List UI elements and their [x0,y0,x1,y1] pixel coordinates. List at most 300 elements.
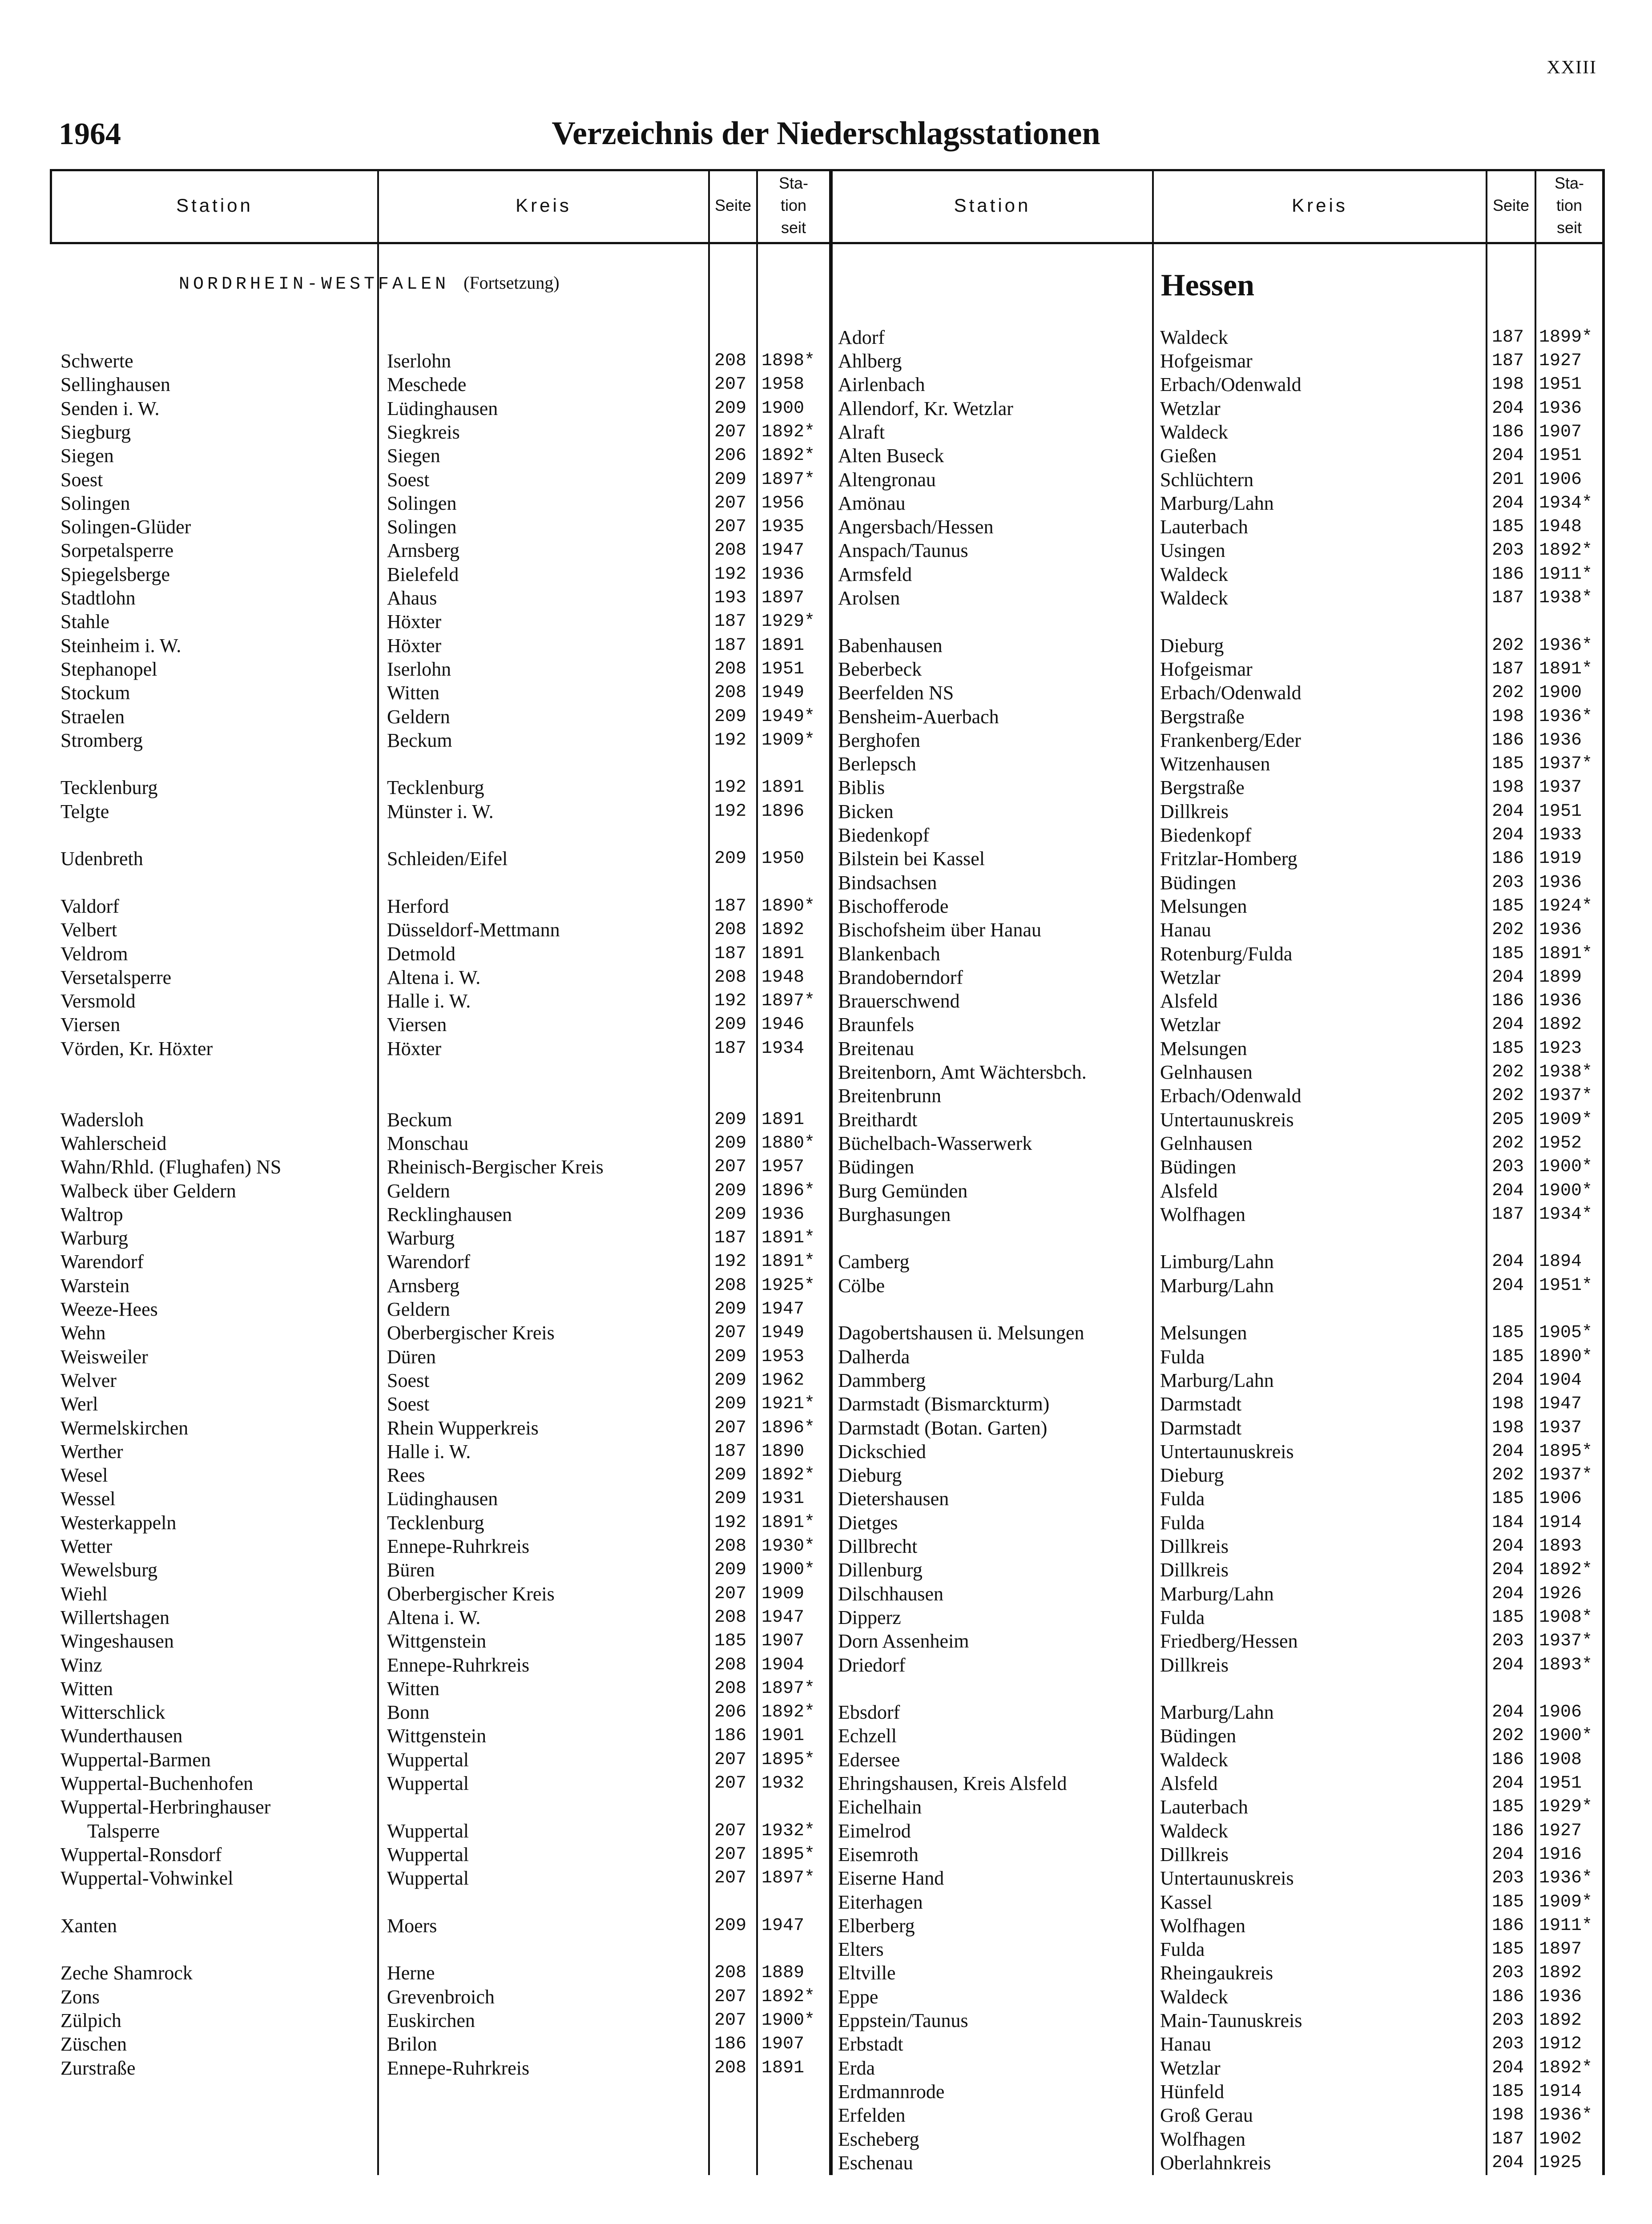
seite-cell: 209 [714,1180,747,1201]
seite-cell: 208 [714,351,747,371]
table-row [50,468,1605,492]
table-row [50,752,1605,776]
kreis-cell: Düren [387,1346,436,1368]
station-seit-cell: 1904 [762,1655,805,1675]
seite-cell: 209 [714,1299,747,1319]
station-seit-cell: 1902 [1539,2129,1582,2149]
station-seit-cell: 1951 [1539,375,1582,395]
station-cell: Berlepsch [838,753,916,775]
kreis-cell: Main-Taunuskreis [1160,2010,1302,2031]
station-cell: Driedorf [838,1654,906,1676]
kreis-cell: Herne [387,1962,435,1984]
kreis-cell: Monschau [387,1132,469,1154]
kreis-cell: Warburg [387,1227,455,1249]
table-row [50,1772,1605,1795]
seite-cell: 202 [1492,1133,1524,1153]
seite-cell: 208 [714,659,747,679]
seite-cell: 192 [714,1252,747,1272]
seite-cell: 209 [714,1394,747,1414]
kreis-cell: Meschede [387,374,467,396]
table-row [50,397,1605,420]
kreis-cell: Bonn [387,1701,430,1724]
seite-cell: 192 [714,730,747,750]
table-row [50,1724,1605,1748]
table-row [50,1060,1605,1084]
kreis-cell: Frankenberg/Eder [1160,729,1301,751]
seite-cell: 204 [1492,493,1524,513]
seite-cell: 209 [714,469,747,490]
header-station-left: Station [176,195,253,216]
seite-cell: 204 [1492,1773,1524,1793]
seite-cell: 208 [714,1678,747,1699]
station-seit-cell: 1956 [762,493,805,513]
station-cell: Blankenbach [838,943,940,965]
station-cell: Büchelbach-Wasserwerk [838,1132,1032,1154]
seite-cell: 203 [1492,1631,1524,1652]
station-seit-cell: 1936 [1539,920,1582,940]
station-cell: Solingen-Glüder [60,516,191,538]
kreis-cell: Soest [387,1369,430,1391]
station-seit-cell: 1893* [1539,1655,1593,1675]
station-seit-cell: 1912 [1539,2034,1582,2055]
station-cell: Ahlberg [838,350,902,372]
station-cell: Biblis [838,777,885,799]
station-seit-cell: 1892* [762,1986,815,2007]
seite-cell: 209 [714,1346,747,1367]
table-row [50,1108,1605,1132]
seite-cell: 209 [714,1370,747,1390]
seite-cell: 209 [714,1465,747,1486]
station-seit-cell: 1907 [762,1631,805,1652]
kreis-cell: Fulda [1160,1938,1205,1961]
seite-cell: 207 [714,1157,747,1177]
table-row [50,847,1605,870]
table-row [50,1938,1605,1961]
seite-cell: 204 [1492,2058,1524,2078]
table-row [50,966,1605,989]
station-cell: Warstein [60,1274,130,1297]
station-cell: Elters [838,1938,884,1961]
table-row [50,1392,1605,1416]
seite-cell: 204 [1492,1844,1524,1865]
kreis-cell: Hofgeismar [1160,350,1253,372]
station-cell: Weisweiler [60,1346,148,1368]
station-seit-cell: 1927 [1539,1821,1582,1841]
station-seit-cell: 1926 [1539,1583,1582,1604]
kreis-cell: Soest [387,468,430,491]
seite-cell: 187 [1492,351,1524,371]
kreis-cell: Hanau [1160,2033,1211,2055]
kreis-cell: Wittgenstein [387,1725,487,1747]
kreis-cell: Siegen [387,445,440,467]
kreis-cell: Höxter [387,634,442,657]
kreis-cell: Altena i. W. [387,966,481,988]
seite-cell: 192 [714,778,747,798]
table-row [50,1582,1605,1606]
station-cell: Eiterhagen [838,1891,923,1913]
kreis-cell: Fritzlar-Homberg [1160,848,1297,870]
seite-cell: 185 [1492,1489,1524,1509]
seite-cell: 209 [714,1133,747,1153]
kreis-cell: Geldern [387,1180,450,1202]
kreis-cell: Solingen [387,492,457,514]
station-cell: Zons [60,1986,100,2008]
station-seit-cell: 1899 [1539,967,1582,987]
station-seit-cell: 1916 [1539,1844,1582,1865]
station-cell: Stahle [60,611,109,633]
kreis-cell: Fulda [1160,1488,1205,1510]
seite-cell: 208 [714,1536,747,1556]
kreis-cell: Wuppertal [387,1843,469,1865]
station-cell: Stromberg [60,729,143,751]
kreis-cell: Ennepe-Ruhrkreis [387,1535,530,1557]
table-row [50,539,1605,562]
kreis-cell: Schleiden/Eifel [387,848,508,870]
station-cell: Dillenburg [838,1559,923,1581]
station-seit-cell: 1923 [1539,1038,1582,1059]
station-seit-cell: 1890* [1539,1346,1593,1367]
kreis-cell: Usingen [1160,540,1225,562]
seite-cell: 206 [714,1702,747,1723]
seite-cell: 207 [714,1323,747,1343]
station-cell: Bilstein bei Kassel [838,848,985,870]
kreis-cell: Ennepe-Ruhrkreis [387,2057,530,2079]
seite-cell: 186 [1492,730,1524,750]
seite-cell: 198 [1492,778,1524,798]
table-row [50,681,1605,705]
station-seit-cell: 1949* [762,706,815,727]
station-seit-cell: 1937 [1539,1418,1582,1438]
kreis-cell: Schlüchtern [1160,468,1254,491]
table-row [50,705,1605,729]
station-cell: Eisemroth [838,1843,919,1865]
station-cell: Arolsen [838,587,900,609]
kreis-cell: Oberlahnkreis [1160,2151,1271,2174]
seite-cell: 209 [714,1015,747,1035]
seite-cell: 186 [714,2034,747,2055]
station-cell: Schwerte [60,350,133,372]
kreis-cell: Wuppertal [387,1773,469,1794]
seite-cell: 185 [1492,1038,1524,1059]
kreis-cell: Rees [387,1464,425,1487]
seite-cell: 185 [1492,943,1524,964]
station-cell: Erfelden [838,2104,906,2127]
kreis-cell: Marburg/Lahn [1160,1583,1274,1605]
header-station-right: Station [954,195,1031,216]
station-seit-cell: 1891* [1539,659,1593,679]
station-cell: Wuppertal-Barmen [60,1749,211,1771]
seite-cell: 198 [1492,375,1524,395]
station-cell: Warburg [60,1227,129,1249]
seite-cell: 192 [714,1512,747,1533]
seite-cell: 207 [714,1749,747,1770]
table-row [50,1985,1605,2009]
station-cell: Babenhausen [838,634,943,657]
station-seit-cell: 1948 [1539,517,1582,537]
table-row [50,563,1605,586]
station-cell: Ehringshausen, Kreis Alsfeld [838,1773,1067,1794]
station-seit-cell: 1894 [1539,1252,1582,1272]
kreis-cell: Geldern [387,1298,450,1320]
table-row [50,1511,1605,1535]
seite-cell: 185 [1492,1939,1524,1960]
station-cell: Velbert [60,919,117,941]
station-seit-cell: 1950 [762,849,805,869]
station-seit-cell: 1909* [762,730,815,750]
station-cell: Amönau [838,492,906,514]
seite-cell: 208 [714,920,747,940]
station-seit-cell: 1934* [1539,1204,1593,1225]
station-seit-cell: 1962 [762,1370,805,1390]
kreis-cell: Oberbergischer Kreis [387,1583,555,1605]
seite-cell: 187 [1492,2129,1524,2149]
station-seit-cell: 1905* [1539,1323,1593,1343]
station-cell: Wetter [60,1535,113,1557]
seite-cell: 184 [1492,1512,1524,1533]
kreis-cell: Waldeck [1160,587,1228,609]
table-row [50,942,1605,966]
kreis-cell: Witzenhausen [1160,753,1270,775]
seite-cell: 187 [1492,659,1524,679]
station-cell: Bischofferode [838,895,949,917]
table-row [50,1463,1605,1487]
table-row [50,1606,1605,1629]
kreis-cell: Bergstraße [1160,777,1245,799]
station-seit-cell: 1890* [762,896,815,916]
seite-cell: 208 [714,1655,747,1675]
table-row [50,2080,1605,2103]
station-cell: Airlenbach [838,374,925,396]
kreis-cell: Wetzlar [1160,966,1221,988]
kreis-cell: Solingen [387,516,457,538]
station-seit-cell: 1900* [1539,1157,1593,1177]
station-cell: Armsfeld [838,563,912,585]
station-cell: Senden i. W. [60,397,160,419]
kreis-cell: Waldeck [1160,326,1228,348]
kreis-cell: Iserlohn [387,350,451,372]
kreis-cell: Wetzlar [1160,1014,1221,1036]
seite-cell: 198 [1492,1394,1524,1414]
seite-cell: 208 [714,540,747,561]
seite-cell: 185 [1492,896,1524,916]
station-cell: Sellinghausen [60,374,170,396]
station-seit-cell: 1892 [1539,1963,1582,1983]
station-seit-cell: 1891 [762,1109,805,1130]
kreis-cell: Fulda [1160,1346,1205,1368]
table-row [50,1132,1605,1155]
seite-cell: 186 [1492,1749,1524,1770]
header-seite-right: Seite [1492,196,1530,214]
station-seit-cell: 1895* [762,1749,815,1770]
table-row [50,1226,1605,1250]
station-cell: Burg Gemünden [838,1180,968,1202]
station-seit-cell: 1900* [1539,1180,1593,1201]
table-row [50,1961,1605,1985]
table-row [50,729,1605,752]
station-seit-cell: 1908* [1539,1607,1593,1628]
station-cell: Eimelrod [838,1820,911,1842]
kreis-cell: Beckum [387,729,452,751]
kreis-cell: Kassel [1160,1891,1213,1913]
seite-cell: 202 [1492,1465,1524,1486]
station-seit-cell: 1907 [1539,422,1582,442]
kreis-cell: Alsfeld [1160,1180,1218,1202]
seite-cell: 185 [1492,1323,1524,1343]
table-row [50,776,1605,799]
table-row [50,373,1605,396]
table-row [50,1250,1605,1273]
kreis-cell: Erbach/Odenwald [1160,682,1301,704]
table-row [50,800,1605,823]
seite-cell: 209 [714,398,747,419]
kreis-cell: Beckum [387,1108,452,1131]
section-label-left [179,272,560,294]
station-seit-cell: 1952 [1539,1133,1582,1153]
station-cell: Stockum [60,682,130,704]
table-row [50,1274,1605,1297]
station-cell: Wingeshausen [60,1630,174,1652]
station-seit-cell: 1896* [762,1180,815,1201]
station-seit-cell: 1906 [1539,1489,1582,1509]
seite-cell: 207 [714,422,747,442]
station-cell: Eschenau [838,2151,913,2174]
station-seit-cell: 1951 [1539,1773,1582,1793]
station-cell: Talsperre [87,1820,160,1842]
kreis-cell: Lüdinghausen [387,1488,498,1510]
station-cell: Wuppertal-Vohwinkel [60,1867,234,1890]
kreis-cell: Herford [387,895,449,917]
station-cell: Versetalsperre [60,966,172,988]
station-cell: Dalherda [838,1346,910,1368]
station-seit-cell: 1892* [762,1465,815,1486]
seite-cell: 208 [714,967,747,987]
station-cell: Breitenau [838,1037,915,1060]
station-seit-cell: 1900 [762,398,805,419]
station-cell: Zurstraße [60,2057,136,2079]
station-seit-cell: 1925* [762,1275,815,1296]
station-seit-cell: 1892 [1539,2010,1582,2031]
station-seit-cell: 1932* [762,1821,815,1841]
kreis-cell: Witten [387,682,439,704]
table-row [50,989,1605,1013]
station-cell: Werther [60,1440,123,1463]
seite-cell: 202 [1492,1062,1524,1082]
seite-cell: 186 [714,1726,747,1746]
station-table [50,169,1605,2175]
station-seit-cell: 1936 [762,564,805,584]
station-seit-cell: 1892* [1539,540,1593,561]
kreis-cell: Bergstraße [1160,705,1245,728]
station-cell: Altengronau [838,468,936,491]
station-cell: Steinheim i. W. [60,634,181,657]
station-cell: Wunderthausen [60,1725,183,1747]
station-seit-cell: 1890 [762,1441,805,1462]
station-cell: Dietges [838,1511,898,1534]
station-cell: Brauerschwend [838,990,960,1012]
station-seit-cell: 1901 [762,1726,805,1746]
seite-cell: 193 [714,588,747,608]
kreis-cell: Melsungen [1160,895,1247,917]
kreis-cell: Wuppertal [387,1867,469,1890]
station-cell: Udenbreth [60,848,143,870]
station-seit-cell: 1892 [1539,1015,1582,1035]
seite-cell: 207 [714,1418,747,1438]
station-cell: Westerkappeln [60,1511,177,1534]
kreis-cell: Gelnhausen [1160,1061,1253,1083]
seite-cell: 204 [1492,1180,1524,1201]
station-cell: Tecklenburg [60,777,158,799]
station-seit-cell: 1914 [1539,2081,1582,2102]
seite-cell: 187 [714,896,747,916]
station-cell: Cölbe [838,1274,885,1297]
seite-cell: 204 [1492,1536,1524,1556]
kreis-cell: Melsungen [1160,1037,1247,1060]
table-row [50,610,1605,633]
table-row [50,420,1605,444]
kreis-cell: Geldern [387,705,450,728]
station-cell: Edersee [838,1749,900,1771]
station-seit-cell: 1906 [1539,469,1582,490]
seite-cell: 186 [1492,991,1524,1011]
table-row [50,2009,1605,2032]
table-row [50,2032,1605,2056]
seite-cell: 201 [1492,469,1524,490]
table-row [50,1013,1605,1036]
station-seit-cell: 1947 [762,1299,805,1319]
station-cell: Allendorf, Kr. Wetzlar [838,397,1013,419]
station-seit-cell: 1892* [762,422,815,442]
station-seit-cell: 1909* [1539,1892,1593,1912]
seite-cell: 198 [1492,2105,1524,2126]
seite-cell: 204 [1492,1441,1524,1462]
kreis-cell: Iserlohn [387,658,451,680]
station-seit-cell: 1898* [762,351,815,371]
seite-cell: 192 [714,564,747,584]
seite-cell: 185 [714,1631,747,1652]
station-seit-cell: 1889 [762,1963,805,1983]
seite-cell: 187 [714,1038,747,1059]
table-row [50,1843,1605,1866]
table-row [50,1203,1605,1226]
station-seit-cell: 1891 [762,2058,805,2078]
station-seit-cell: 1947 [1539,1394,1582,1414]
table-row [50,918,1605,942]
seite-cell: 204 [1492,1583,1524,1604]
station-seit-cell: 1953 [762,1346,805,1367]
station-seit-cell: 1897* [762,991,815,1011]
seite-cell: 204 [1492,1370,1524,1390]
kreis-cell: Untertaunuskreis [1160,1108,1294,1131]
station-cell: Anspach/Taunus [838,540,968,562]
station-cell: Wermelskirchen [60,1417,189,1439]
table-row [50,444,1605,467]
station-seit-cell: 1937* [1539,1086,1593,1106]
seite-cell: 209 [714,1560,747,1580]
kreis-cell: Marburg/Lahn [1160,1701,1274,1724]
seite-cell: 207 [714,2010,747,2031]
station-seit-cell: 1880* [762,1133,815,1153]
seite-cell: 192 [714,801,747,822]
station-cell: Eppe [838,1986,878,2008]
kreis-cell: Darmstadt [1160,1417,1242,1439]
seite-cell: 185 [1492,754,1524,774]
section-name: NORDRHEIN-WESTFALEN [179,274,450,294]
station-seit-cell: 1958 [762,375,805,395]
kreis-cell: Alsfeld [1160,990,1218,1012]
station-cell: Dieburg [838,1464,902,1487]
seite-cell: 198 [1492,1418,1524,1438]
kreis-cell: Rheingaukreis [1160,1962,1273,1984]
